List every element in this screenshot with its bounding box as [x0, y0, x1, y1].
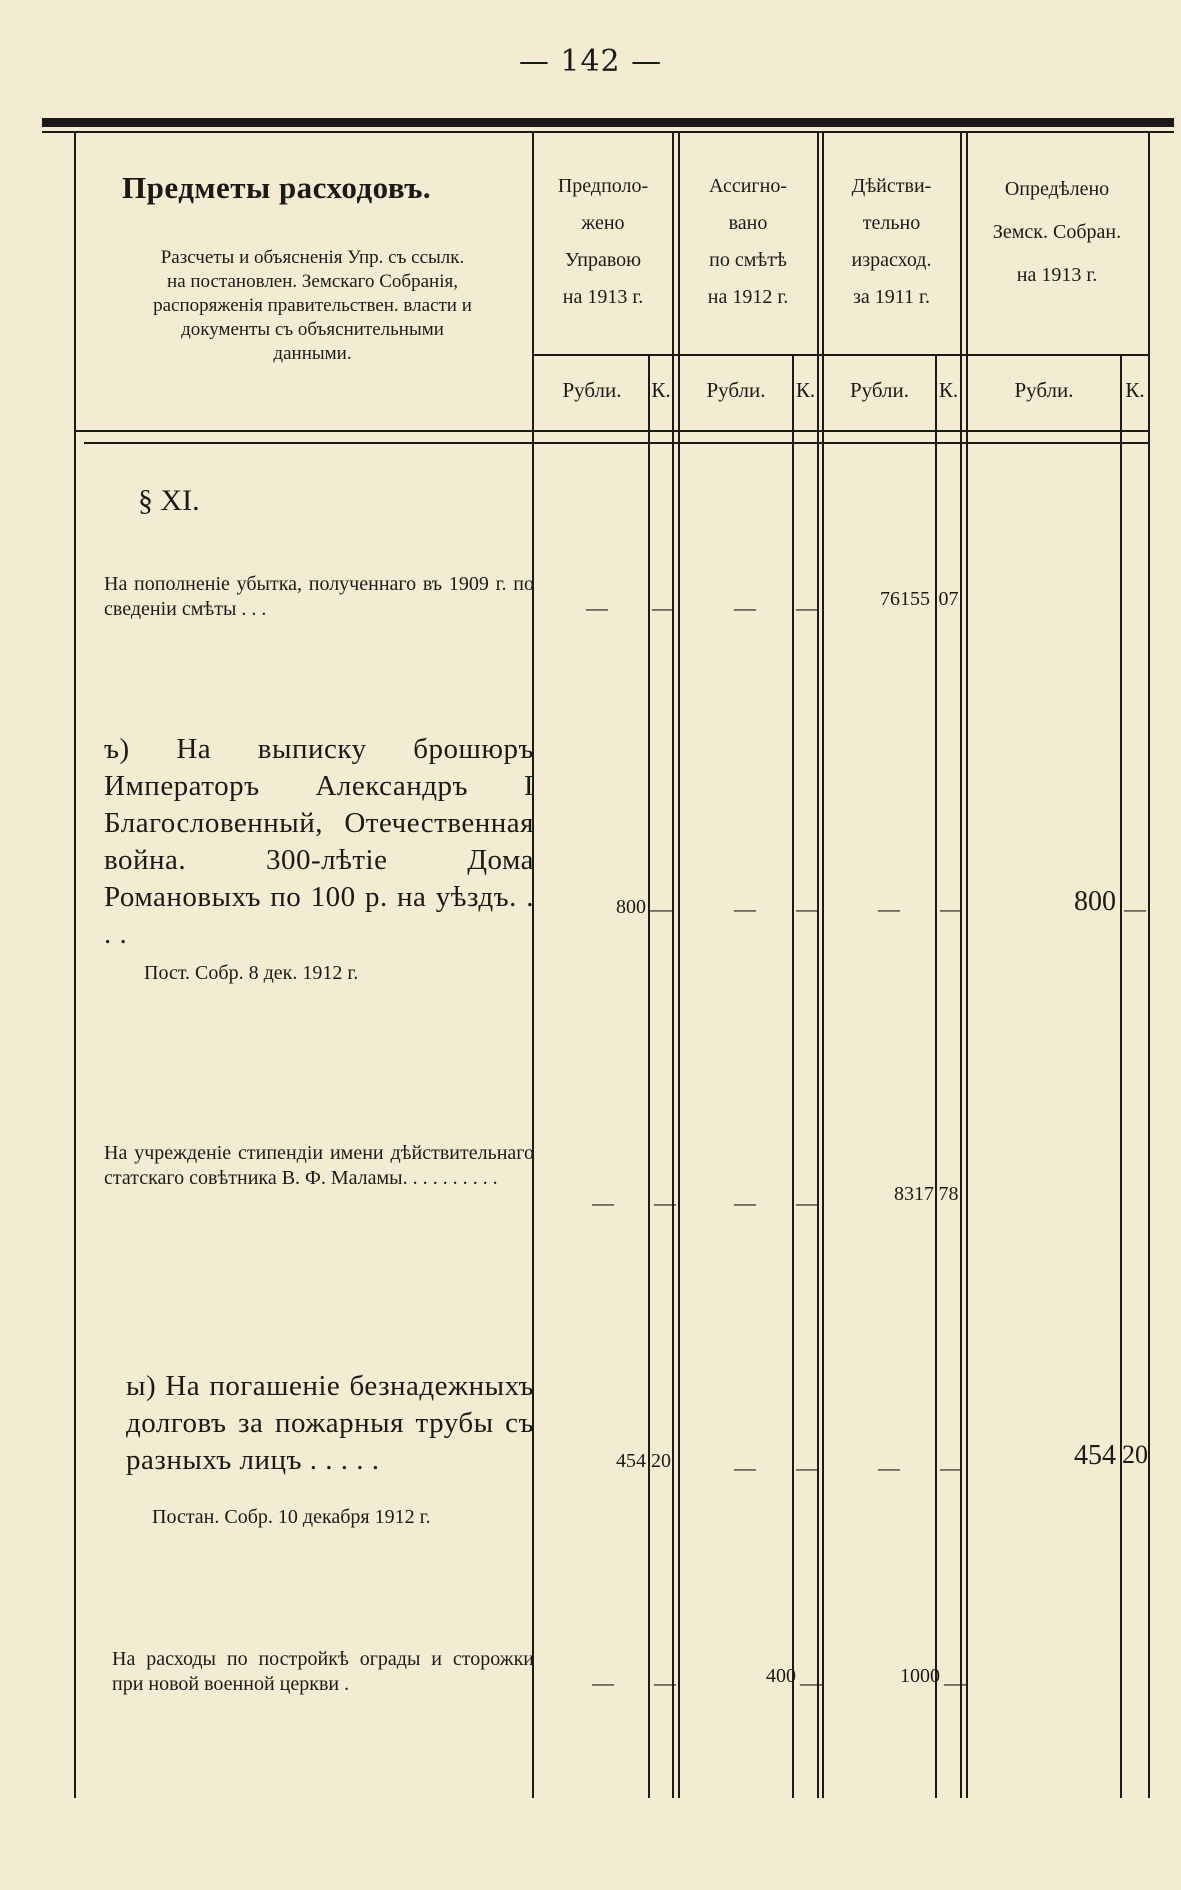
left-border — [74, 133, 76, 1798]
cell-value: — — [592, 1670, 614, 1695]
header-split-line — [532, 354, 1150, 356]
cell-value: 454 — [616, 1450, 646, 1472]
header-col-determined: Опредѣлено Земск. Собран. на 1913 г. — [992, 178, 1122, 286]
unit-rub-1: Рубли. — [562, 378, 622, 402]
page-number: — 142 — — [518, 44, 663, 79]
unit-kop-4: К. — [1125, 378, 1145, 402]
top-rule-thin — [42, 131, 1174, 133]
header-subtitle: Разсчеты и объясненія Упр. съ ссылк. на постановлен. Земскаго Собранія, распоряженія правительствен. власти и документы съ объяснительными данными. — [153, 247, 472, 364]
cell-value: — — [796, 896, 818, 921]
col-divider-2 — [817, 133, 819, 1798]
cell-value: 78 — [938, 1183, 959, 1205]
cell-value: 800 — [616, 896, 646, 918]
cell-value: — — [944, 1670, 966, 1695]
unit-kop-1: К. — [651, 378, 671, 402]
col-divider-3 — [960, 133, 962, 1798]
header-bottom-line — [74, 430, 1150, 432]
row-text: На пополненіе убытка, полученнаго въ 1909 г. по сведеніи смѣты . . . — [104, 573, 534, 620]
row-text: На учрежденіе стипендіи имени дѣйствительнаго статскаго совѣтника В. Ф. Маламы. . . . . . . . . . — [104, 1142, 534, 1189]
col-divider-desc — [532, 133, 534, 1798]
section-heading: § XI. — [138, 484, 200, 517]
cell-value: — — [800, 1670, 822, 1695]
cell-value: 8317 — [894, 1183, 934, 1205]
cell-value: — — [940, 896, 962, 921]
cell-value: — — [652, 595, 674, 620]
kop-divider-3 — [935, 356, 937, 1798]
cell-value: — — [796, 1455, 818, 1480]
cell-value: 400 — [766, 1665, 796, 1687]
cell-value: — — [796, 595, 818, 620]
kop-divider-2 — [792, 356, 794, 1798]
cell-value: — — [878, 1455, 900, 1480]
cell-value: 454 — [1074, 1440, 1116, 1471]
cell-value: — — [796, 1190, 818, 1215]
cell-value: — — [734, 896, 756, 921]
kop-divider-4 — [1120, 356, 1122, 1798]
cell-value: — — [1124, 896, 1146, 921]
header-col-assigned: Ассигно- вано по смѣтѣ на 1912 г. — [707, 175, 789, 308]
cell-value: — — [734, 595, 756, 620]
col-divider-1 — [672, 133, 674, 1798]
cell-value: — — [654, 1670, 676, 1695]
cell-value: — — [650, 896, 672, 921]
unit-kop-2: К. — [795, 378, 816, 402]
cell-value: — — [734, 1190, 756, 1215]
row-note: Постан. Собр. 10 декабря 1912 г. — [152, 1506, 431, 1528]
top-rule-thick — [42, 118, 1174, 127]
row-note: Пост. Собр. 8 дек. 1912 г. — [144, 962, 359, 984]
unit-rub-3: Рубли. — [849, 378, 910, 402]
cell-value: 20 — [1122, 1440, 1148, 1469]
cell-value: 76155 — [880, 588, 930, 610]
header-bottom-line-2 — [84, 442, 1150, 444]
header-title: Предметы расходовъ. — [122, 170, 432, 205]
unit-kop-3: К. — [938, 378, 959, 402]
kop-divider-1 — [648, 356, 650, 1798]
cell-value: — — [654, 1190, 676, 1215]
header-col-spent: Дѣйстви- тельно израсход. за 1911 г. — [851, 175, 932, 308]
row-text: На расходы по постройкѣ ограды и сторожки при новой военной церкви . — [112, 1648, 534, 1695]
unit-rub-2: Рубли. — [706, 378, 766, 402]
cell-value: 800 — [1074, 886, 1116, 917]
cell-value: 07 — [938, 588, 959, 610]
cell-value: — — [940, 1455, 962, 1480]
unit-rub-4: Рубли. — [1014, 378, 1074, 402]
row-text: ъ) На выписку брошюръ Императоръ Александръ I Благословенный, Отечественная война. 300-лѣтіе Дома Романовыхъ по 100 р. на уѣздъ. . . . — [104, 733, 534, 950]
cell-value: 20 — [651, 1450, 671, 1472]
cell-value: — — [878, 896, 900, 921]
cell-value: 1000 — [900, 1665, 940, 1687]
right-border — [1148, 133, 1150, 1798]
cell-value: — — [734, 1455, 756, 1480]
header-col-proposed: Предполо- жено Управою на 1913 г. — [557, 175, 649, 308]
row-text: ы) На погашеніе безнадежныхъ долговъ за пожарныя трубы съ разныхъ лицъ . . . . . — [126, 1370, 534, 1476]
cell-value: — — [592, 1190, 614, 1215]
cell-value: — — [586, 595, 608, 620]
